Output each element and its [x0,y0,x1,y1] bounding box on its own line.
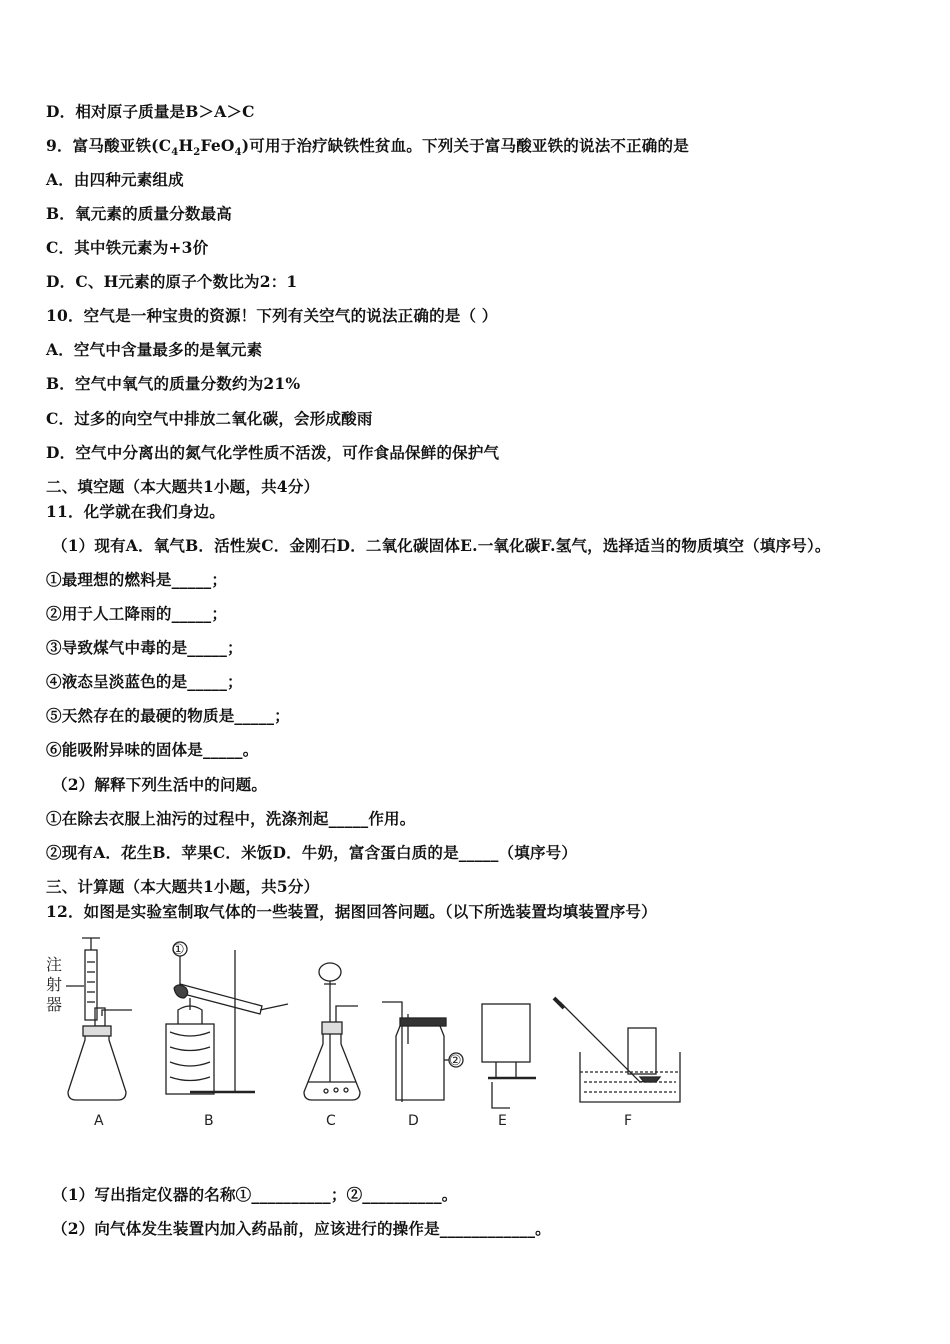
q11-part2-item-1: ①在除去衣服上油污的过程中，洗涤剂起_____作用。 [46,809,416,828]
label-e: E [498,1113,507,1129]
q8-option-d: D．相对原子质量是B＞A＞C [46,102,255,121]
label-a: A [94,1113,104,1129]
section2-heading: 二、填空题（本大题共1小题，共4分） [46,477,320,496]
label-b: B [204,1113,214,1129]
q9-stem [46,136,689,163]
q11-item-2: ②用于人工降雨的_____； [46,604,228,623]
apparatus-f [554,998,680,1102]
q9-option-b: B．氧元素的质量分数最高 [46,204,233,223]
apparatus-figure [40,932,760,1132]
q9-sub3: 4 [234,147,242,159]
marker-2: ② [449,1053,462,1069]
apparatus-c [304,963,360,1100]
syringe-label-1: 注 [46,955,63,974]
syringe-label-3: 器 [46,995,63,1014]
apparatus-d [382,1002,463,1102]
label-d: D [408,1113,419,1129]
q12-stem: 12．如图是实验室制取气体的一些装置，据图回答问题。（以下所选装置均填装置序号） [46,902,657,921]
q9-sub2: 2 [193,147,201,159]
q10-option-a: A．空气中含量最多的是氧元素 [46,340,263,359]
q9-option-d: D．C、H元素的原子个数比为2：1 [46,272,298,291]
q10-option-d: D．空气中分离出的氮气化学性质不活泼，可作食品保鲜的保护气 [46,443,500,462]
q9-stem-a: 9．富马酸亚铁(C [46,136,172,155]
q11-item-3: ③导致煤气中毒的是_____； [46,638,243,657]
q11-item-6: ⑥能吸附异味的固体是_____。 [46,740,259,759]
apparatus-e [482,1004,536,1108]
syringe-label-2: 射 [46,975,63,994]
q9-option-a: A．由四种元素组成 [46,170,184,189]
q9-stem-d: )可用于治疗缺铁性贫血。下列关于富马酸亚铁的说法不正确的是 [241,136,689,155]
marker-1: ① [172,942,185,958]
q12-part2: （2）向气体发生装置内加入药品前，应该进行的操作是____________。 [52,1219,551,1238]
q9-stem-b: H [178,136,194,155]
section3-heading: 三、计算题（本大题共1小题，共5分） [46,877,320,896]
apparatus-b [166,942,288,1094]
q11-item-4: ④液态呈淡蓝色的是_____； [46,672,243,691]
q9-option-c: C．其中铁元素为+3价 [46,238,209,257]
q11-item-5: ⑤天然存在的最硬的物质是_____； [46,706,290,725]
q11-stem: 11．化学就在我们身边。 [46,502,225,521]
q11-part1: （1）现有A．氧气B．活性炭C．金刚石D．二氧化碳固体E.一氧化碳F.氢气，选择适当的物质填空（填序号）。 [52,536,831,555]
q10-stem: 10．空气是一种宝贵的资源！下列有关空气的说法正确的是（ ） [46,306,498,325]
q10-option-c: C．过多的向空气中排放二氧化碳，会形成酸雨 [46,409,373,428]
q12-part1: （1）写出指定仪器的名称①__________；②__________。 [52,1185,458,1204]
q11-part2: （2）解释下列生活中的问题。 [52,775,268,794]
q10-option-b: B．空气中氧气的质量分数约为21% [46,374,301,393]
q11-part2-item-2: ②现有A．花生B．苹果C．米饭D．牛奶，富含蛋白质的是_____（填序号） [46,843,578,862]
q9-stem-c: FeO [200,136,235,155]
apparatus-a [68,938,132,1100]
label-f: F [624,1113,633,1129]
q9-sub1: 4 [171,147,179,159]
q11-item-1: ①最理想的燃料是_____； [46,570,228,589]
label-c: C [326,1113,336,1129]
